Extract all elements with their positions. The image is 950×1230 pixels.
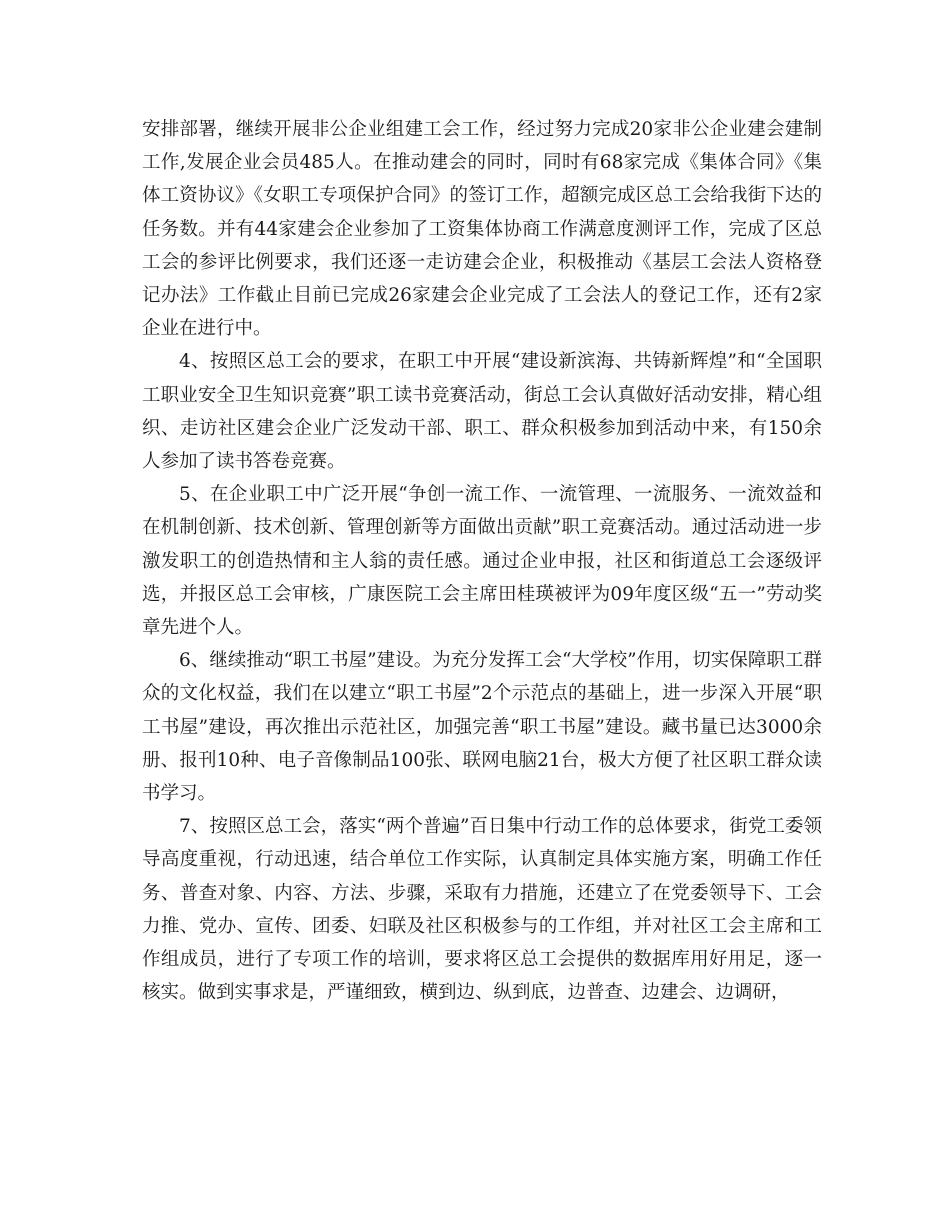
document-body <box>142 113 822 1009</box>
paragraph-4: 6、继续推动“职工书屋”建设。为充分发挥工会“大学校”作用，切实保障职工群众的文化权益，我们在以建立“职工书屋”2个示范点的基础上，进一步深入开展“职工书屋”建设，再次推出示范社区，加强完善“职工书屋”建设。藏书量已达3000余册、报刊10种、电子音像制品100张、联网电脑21台，极大方便了社区职工群众读书学习。 <box>142 650 822 805</box>
paragraph-5: 7、按照区总工会，落实“两个普遍”百日集中行动工作的总体要求，街党工委领导高度重视，行动迅速，结合单位工作实际，认真制定具体实施方案，明确工作任务、普查对象、内容、方法、步骤，采取有力措施，还建立了在党委领导下、工会力推、党办、宣传、团委、妇联及社区积极参与的工作组，并对社区工会主席和工作组成员，进行了专项工作的培训，要求将区总工会提供的数据库用好用足，逐一核实。做到实事求是，严谨细致，横到边、纵到底，边普查、边建会、边调研， <box>142 816 822 1004</box>
paragraph-3: 5、在企业职工中广泛开展“争创一流工作、一流管理、一流服务、一流效益和在机制创新、技术创新、管理创新等方面做出贡献”职工竞赛活动。通过活动进一步激发职工的创造热情和主人翁的责任感。通过企业申报，社区和街道总工会逐级评选，并报区总工会审核，广康医院工会主席田桂瑛被评为09年度区级“五一”劳动奖章先进个人。 <box>142 484 822 639</box>
paragraph-1: 安排部署，继续开展非公企业组建工会工作，经过努力完成20家非公企业建会建制工作,发展企业会员485人。在推动建会的同时，同时有68家完成《集体合同》《集体工资协议》《女职工专项保护合同》的签订工作，超额完成区总工会给我街下达的任务数。并有44家建会企业参加了工资集体协商工作满意度测评工作，完成了区总工会的参评比例要求，我们还逐一走访建会企业，积极推动《基层工会法人资格登记办法》工作截止目前已完成26家建会企业完成了工会法人的登记工作，还有2家企业在进行中。 <box>142 119 822 340</box>
paragraph-2: 4、按照区总工会的要求，在职工中开展“建设新滨海、共铸新辉煌”和“全国职工职业安全卫生知识竞赛”职工读书竞赛活动，街总工会认真做好活动安排，精心组织、走访社区建会企业广泛发动干部、职工、群众积极参加到活动中来，有150余人参加了读书答卷竞赛。 <box>142 351 822 473</box>
